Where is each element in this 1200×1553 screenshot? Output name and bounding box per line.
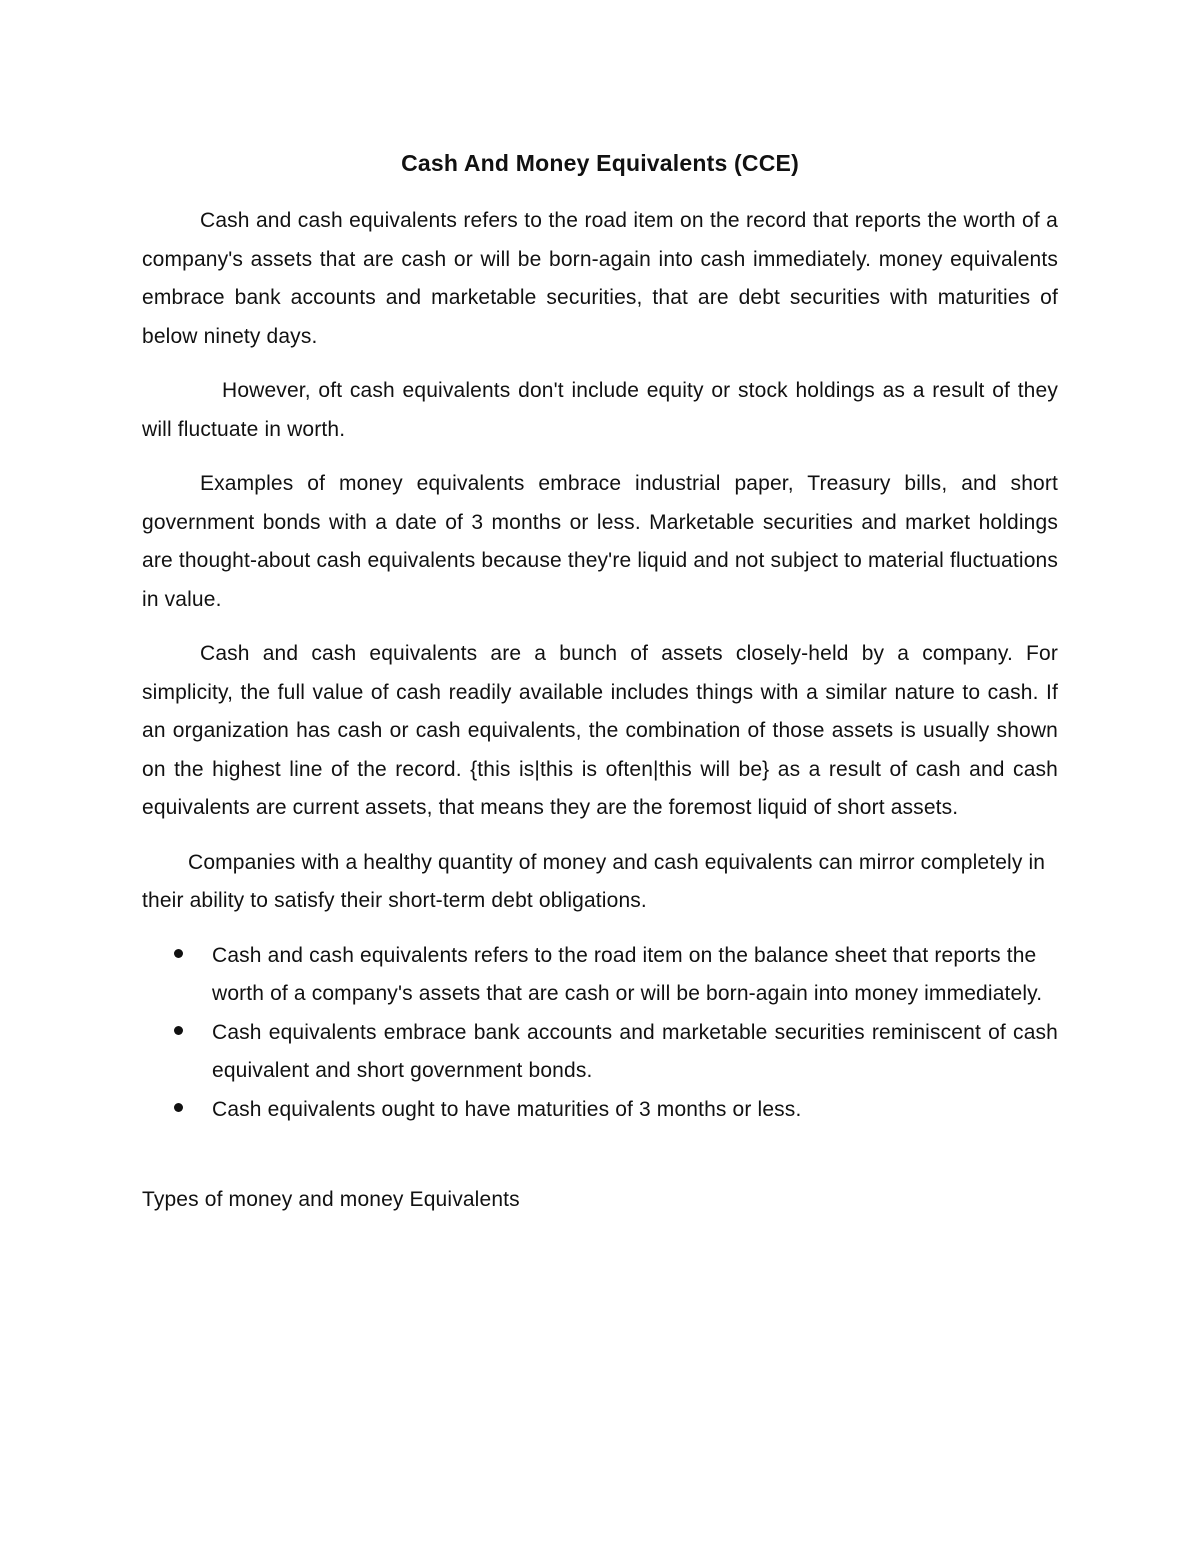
bullet-dot-icon [174,1026,183,1035]
bullet-item-2 [142,1014,1058,1091]
paragraph-4: Cash and cash equivalents are a bunch of assets closely-held by a company. For simplicity, the full value of cash readily available includes things with a similar nature to cash. If an organization has cash or cash equivalents, the combination of those assets is usually shown on the highest line of the record. {this is|this is often|this will be} as a result of cash and cash equivalents are current assets, that means they are the foremost liquid of short assets. [142,642,1058,819]
paragraph-2: However, oft cash equivalents don't include equity or stock holdings as a result of they will fluctuate in worth. [142,379,1058,441]
bullet-text-3: Cash equivalents ought to have maturities of 3 months or less. [212,1097,802,1121]
paragraph-1: Cash and cash equivalents refers to the road item on the record that reports the worth of a company's assets that are cash or will be born-again into cash immediately. money equivalents embrace bank accounts and marketable securities, that are debt securities with maturities of below ninety days. [142,209,1058,348]
section-subheading: Types of money and money Equivalents [142,1188,520,1211]
document-body [142,146,1058,1220]
bullet-item-3 [142,1091,1058,1130]
bullet-item-1 [142,937,1058,1014]
bullet-text-2: Cash equivalents embrace bank accounts and marketable securities reminiscent of cash equivalent and short government bonds. [212,1020,1058,1082]
bullet-list [142,937,1058,1130]
bullet-dot-icon [174,1103,183,1112]
document-title: Cash And Money Equivalents (CCE) [401,150,799,176]
paragraph-3: Examples of money equivalents embrace industrial paper, Treasury bills, and short government bonds with a date of 3 months or less. Marketable securities and market holdings are thought-about cash equivalents because they're liquid and not subject to material fluctuations in value. [142,472,1058,611]
bullet-text-1: Cash and cash equivalents refers to the road item on the balance sheet that reports the worth of a company's assets that are cash or will be born-again into money immediately. [212,943,1043,1005]
paragraph-5: Companies with a healthy quantity of money and cash equivalents can mirror completely in their ability to satisfy their short-term debt obligations. [142,850,1046,912]
bullet-dot-icon [174,949,183,958]
